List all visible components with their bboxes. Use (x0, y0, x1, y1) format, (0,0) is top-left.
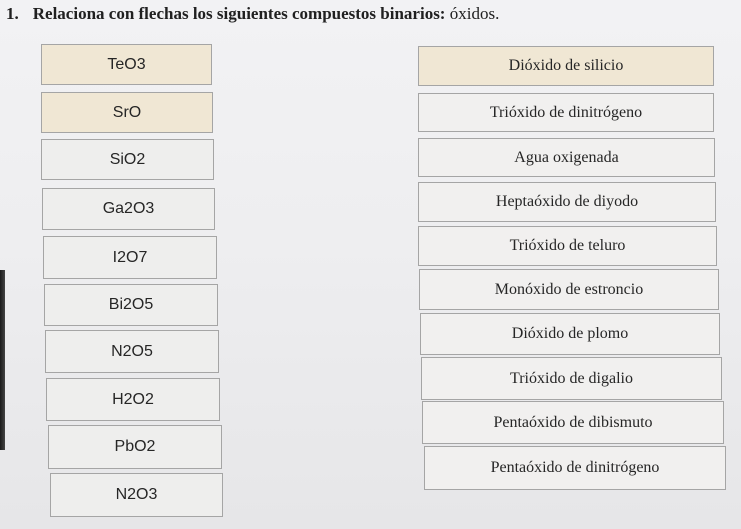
name-label: Pentaóxido de dinitrógeno (490, 459, 660, 476)
name-label: Agua oxigenada (514, 148, 619, 166)
formula-label: SiO2 (109, 150, 146, 168)
name-label: Trióxido de teluro (509, 237, 626, 254)
formula-label: PbO2 (114, 438, 156, 455)
name-label: Trióxido de digalio (510, 369, 633, 387)
formula-label: Bi2O5 (108, 296, 154, 313)
name-label: Dióxido de silicio (508, 57, 624, 74)
exercise-instruction: Relaciona con flechas los siguientes compuestos binarios: (32, 4, 446, 23)
formula-label: N2O5 (111, 342, 153, 360)
formula-label: N2O3 (115, 486, 158, 503)
name-label: Trióxido de dinitrógeno (489, 103, 643, 121)
formula-box-bi2o5[interactable] (44, 284, 218, 326)
name-box-dioxido-de-plomo[interactable] (420, 313, 720, 355)
formula-label: TeO3 (107, 55, 146, 73)
name-box-agua-oxigenada[interactable] (418, 138, 715, 177)
name-box-monoxido-de-estroncio[interactable] (419, 269, 719, 310)
exercise-title (6, 4, 741, 24)
formula-box-sro[interactable] (41, 92, 213, 133)
formula-box-i2o7[interactable] (43, 236, 217, 279)
formula-label: SrO (112, 103, 142, 121)
name-box-trioxido-de-digalio[interactable] (421, 357, 722, 400)
name-box-pentaoxido-de-dinitrogeno[interactable] (424, 446, 726, 490)
formula-label: Ga2O3 (102, 200, 155, 217)
formula-box-pbo2[interactable] (48, 425, 222, 469)
name-box-trioxido-de-teluro[interactable] (418, 226, 717, 266)
name-label: Monóxido de estroncio (494, 280, 644, 298)
name-box-heptaoxido-de-diyodo[interactable] (418, 182, 716, 222)
name-label: Dióxido de plomo (511, 325, 629, 342)
exercise-category: óxidos. (449, 4, 500, 23)
formula-box-n2o5[interactable] (45, 330, 219, 373)
formula-box-teo3[interactable] (41, 44, 212, 85)
formula-box-ga2o3[interactable] (42, 188, 215, 230)
formula-label: I2O7 (112, 248, 148, 266)
name-label: Heptaóxido de diyodo (495, 193, 639, 210)
formula-label: H2O2 (112, 390, 154, 408)
page-edge-shadow (0, 270, 5, 450)
formula-box-sio2[interactable] (41, 139, 214, 180)
name-box-trioxido-de-dinitrogeno[interactable] (418, 93, 714, 132)
exercise-number: 1. (6, 4, 19, 23)
name-box-pentaoxido-de-dibismuto[interactable] (422, 401, 724, 444)
formula-box-n2o3[interactable] (50, 473, 223, 517)
name-label: Pentaóxido de dibismuto (493, 413, 653, 431)
name-box-dioxido-de-silicio[interactable] (418, 46, 714, 86)
formula-box-h2o2[interactable] (46, 378, 220, 421)
